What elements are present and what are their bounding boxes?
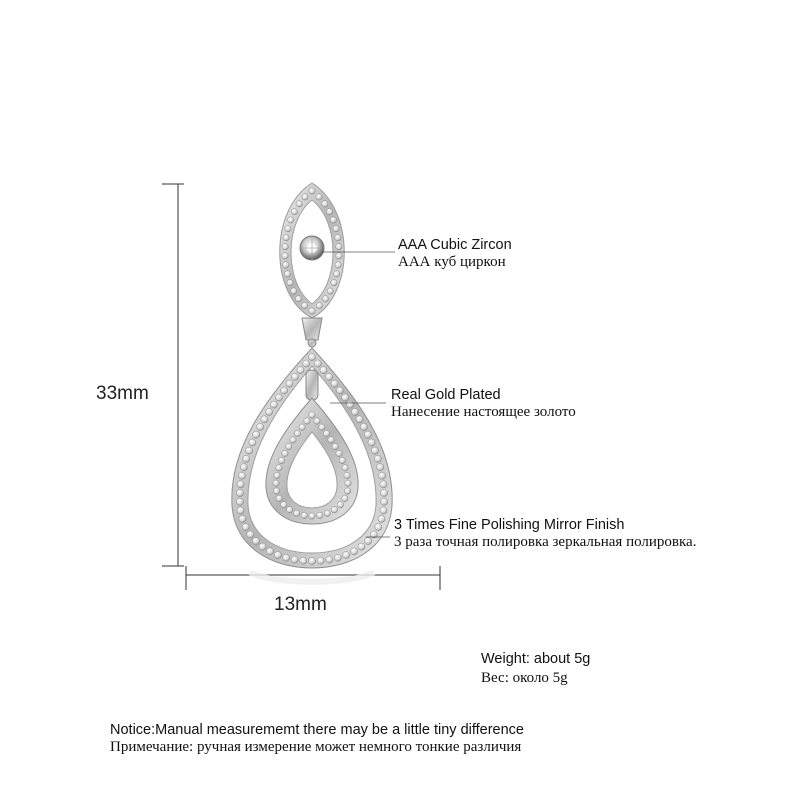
pave-stone xyxy=(331,507,337,513)
earring-image xyxy=(232,183,392,568)
pave-stone xyxy=(342,495,348,501)
pave-stone xyxy=(304,418,310,424)
width-label: 13mm xyxy=(274,594,327,615)
notice-ru: Примечание: ручная измерение может немного тонкие различия xyxy=(110,739,522,755)
pave-stone xyxy=(286,380,293,387)
pave-stone xyxy=(324,510,330,516)
pave-stone xyxy=(332,443,338,449)
pave-stone xyxy=(287,217,293,223)
pave-stone xyxy=(282,253,288,259)
height-dimension-line xyxy=(162,184,184,566)
pave-stone xyxy=(299,424,305,430)
pave-stone xyxy=(323,430,329,436)
pave-stone xyxy=(276,495,282,501)
pave-stone xyxy=(266,548,273,555)
pave-stone xyxy=(377,464,384,471)
pave-stone xyxy=(360,423,367,430)
pave-stone xyxy=(374,455,381,462)
pave-stone xyxy=(317,557,324,564)
pave-stone xyxy=(308,353,315,360)
pave-stone xyxy=(335,234,341,240)
notice-en: Notice:Manual measurememt there may be a little tiny difference xyxy=(110,722,524,738)
pave-stone xyxy=(308,557,315,564)
pave-stone xyxy=(274,551,281,558)
pave-stone xyxy=(319,424,325,430)
pave-stone xyxy=(278,457,284,463)
pave-stone xyxy=(237,507,244,514)
pave-stone xyxy=(336,253,342,259)
pave-stone xyxy=(331,279,337,285)
pave-stone xyxy=(282,244,288,250)
earring-reflection xyxy=(250,572,374,582)
pave-stone xyxy=(380,507,387,514)
pave-stone xyxy=(290,437,296,443)
pave-stone xyxy=(291,288,297,294)
pave-stone xyxy=(283,554,290,561)
pave-stone xyxy=(350,548,357,555)
pave-stone xyxy=(261,416,268,423)
pave-stone xyxy=(273,488,279,494)
pave-stone xyxy=(336,244,342,250)
pave-stone xyxy=(284,271,290,277)
pave-stone xyxy=(237,481,244,488)
pave-stone xyxy=(344,472,350,478)
pave-stone xyxy=(252,537,259,544)
pave-stone xyxy=(309,412,315,418)
pave-stone xyxy=(378,515,385,522)
pave-stone xyxy=(291,556,298,563)
pave-stone xyxy=(326,208,332,214)
pave-stone xyxy=(380,481,387,488)
pave-stone xyxy=(371,447,378,454)
connector-link xyxy=(302,318,322,340)
pave-stone xyxy=(326,556,333,563)
pave-stone xyxy=(331,380,338,387)
pave-stone xyxy=(303,360,310,367)
measurement-notice xyxy=(110,722,524,756)
callout-ru: 3 раза точная полировка зеркальная полировка. xyxy=(394,534,697,550)
pave-stone xyxy=(236,489,243,496)
pave-stone xyxy=(280,502,286,508)
pave-stone xyxy=(301,302,307,308)
pave-stone xyxy=(351,408,358,415)
pave-stone xyxy=(301,512,307,518)
pave-stone xyxy=(333,271,339,277)
pave-stone xyxy=(291,373,298,380)
pave-stone xyxy=(294,430,300,436)
pave-stone xyxy=(309,513,315,519)
pave-stone xyxy=(336,387,343,394)
pave-stone xyxy=(249,439,256,446)
pave-stone xyxy=(358,543,365,550)
pave-stone xyxy=(285,226,291,232)
pave-stone xyxy=(243,455,250,462)
pave-stone xyxy=(346,401,353,408)
pave-stone xyxy=(335,262,341,268)
pave-stone xyxy=(316,194,322,200)
pave-stone xyxy=(274,472,280,478)
callout-en: AAA Cubic Zircon xyxy=(398,237,512,253)
pave-stone xyxy=(309,308,315,314)
pave-stone xyxy=(314,418,320,424)
pave-stone xyxy=(317,512,323,518)
pave-stone xyxy=(283,262,289,268)
pave-stone xyxy=(239,515,246,522)
weight-en: Weight: about 5g xyxy=(481,651,591,667)
pave-stone xyxy=(265,408,272,415)
pave-stone xyxy=(291,208,297,214)
pave-stone xyxy=(334,554,341,561)
inner-drop-link xyxy=(306,370,318,400)
pave-stone xyxy=(273,480,279,486)
pave-stone xyxy=(282,450,288,456)
pave-stone xyxy=(356,416,363,423)
pave-stone xyxy=(330,217,336,223)
pave-stone xyxy=(343,551,350,558)
callout-gold-plated xyxy=(391,387,576,421)
callout-ru: Нанесение настоящее золото xyxy=(391,404,576,420)
pave-stone xyxy=(283,234,289,240)
pave-stone xyxy=(381,498,388,505)
weight-info xyxy=(481,650,590,688)
callout-en: Real Gold Plated xyxy=(391,387,501,403)
pave-stone xyxy=(345,480,351,486)
pave-stone xyxy=(336,450,342,456)
pave-stone xyxy=(247,531,254,538)
pave-stone xyxy=(287,279,293,285)
pave-stone xyxy=(281,387,288,394)
pave-stone xyxy=(342,465,348,471)
pave-stone xyxy=(368,439,375,446)
height-label: 33mm xyxy=(96,383,149,404)
pave-stone xyxy=(253,431,260,438)
pave-stone xyxy=(327,288,333,294)
pave-stone xyxy=(302,194,308,200)
pave-stone xyxy=(286,443,292,449)
pave-stone xyxy=(296,201,302,207)
pave-stone xyxy=(333,226,339,232)
pave-stone xyxy=(314,360,321,367)
pave-stone xyxy=(238,472,245,479)
pave-stone xyxy=(257,423,264,430)
pave-stone xyxy=(322,296,328,302)
pave-stone xyxy=(276,465,282,471)
pave-stone xyxy=(242,523,249,530)
callout-mirror-finish xyxy=(394,517,696,551)
pave-stone xyxy=(297,367,304,374)
pave-stone xyxy=(322,201,328,207)
pave-stone xyxy=(380,489,387,496)
pave-stone xyxy=(316,302,322,308)
pave-stone xyxy=(320,367,327,374)
pave-stone xyxy=(293,510,299,516)
pave-stone xyxy=(309,188,315,194)
pave-stone xyxy=(344,488,350,494)
pave-stone xyxy=(270,401,277,408)
width-dimension-line xyxy=(186,566,440,590)
pave-stone xyxy=(375,523,382,530)
callout-ru: ААА куб циркон xyxy=(398,254,506,270)
pave-stone xyxy=(286,507,292,513)
weight-ru: Вес: около 5g xyxy=(481,670,568,686)
pave-stone xyxy=(378,472,385,479)
pave-stone xyxy=(325,373,332,380)
pave-stone xyxy=(364,537,371,544)
pave-stone xyxy=(300,557,307,564)
pave-stone xyxy=(259,543,266,550)
pave-stone xyxy=(275,394,282,401)
pave-stone xyxy=(236,498,243,505)
pave-stone xyxy=(240,464,247,471)
pave-stone xyxy=(341,394,348,401)
callout-cubic-zircon xyxy=(398,237,512,271)
pave-stone xyxy=(328,437,334,443)
pave-stone xyxy=(364,431,371,438)
pave-stone xyxy=(246,447,253,454)
callout-en: 3 Times Fine Polishing Mirror Finish xyxy=(394,517,625,533)
pave-stone xyxy=(339,457,345,463)
pave-stone xyxy=(295,296,301,302)
pave-stone xyxy=(337,502,343,508)
